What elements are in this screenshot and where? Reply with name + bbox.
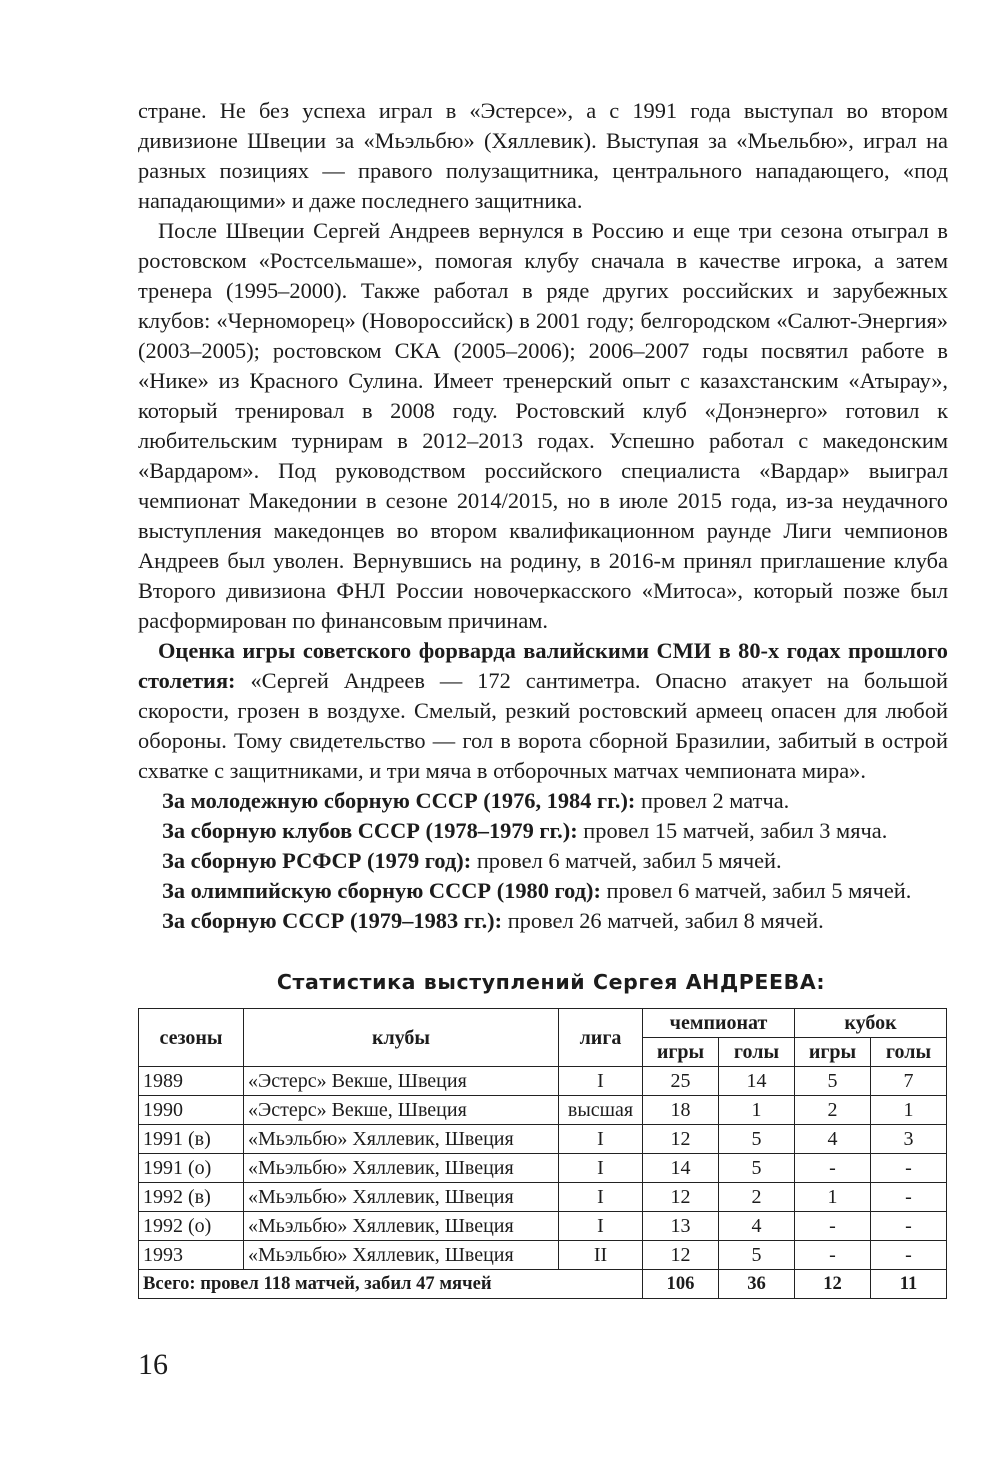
header-championship: чемпионат	[643, 1009, 795, 1038]
cell-ch-goals: 4	[719, 1212, 795, 1241]
cell-ch-games: 12	[643, 1183, 719, 1212]
paragraph-2: После Швеции Сергей Андреев вернулся в Россию и еще три сезона отыграл в ростовском «Ростсельмаше», помогая клубу сначала в качестве игрока, а затем тренера (1995–2000). Также работал в ряде других российских и зарубежных клубов: «Черноморец» (Новороссийск) в 2001 году; белгородском «Салют-Энергия» (2003–2005); ростовском СКА (2005–2006); 2006–2007 годы посвятил работе в «Нике» из Красного Сулина. Имеет тренерский опыт с казахстанским «Атырау», который тренировал в 2008 году. Ростовский клуб «Донэнерго» готовил к любительским турнирам в 2012–2013 годах. Успешно работал с македонским «Вардаром». Под руководством российского специалиста «Вардар» выиграл чемпионат Македонии в сезоне 2014/2015, но в июле 2015 года, из-за неудачного выступления македонцев во втором квалификационном раунде Лиги чемпионов Андреев был уволен. Вернувшись на родину, в 2016-м принял приглашение клуба Второго дивизиона ФНЛ России новочеркасского «Митоса», который позже был расформирован по финансовым причинам.	[138, 218, 948, 633]
table-row	[139, 1212, 947, 1241]
cell-total-label: Всего: провел 118 матчей, забил 47 мячей	[139, 1270, 643, 1299]
stat-line-olympic	[138, 876, 948, 906]
cell-club: «Мьэльбю» Хяллевик, Швеция	[244, 1183, 559, 1212]
cell-ch-games: 14	[643, 1154, 719, 1183]
cell-ch-goals: 5	[719, 1154, 795, 1183]
table-title: Статистика выступлений Сергея АНДРЕЕВА:	[276, 970, 826, 994]
table-row	[139, 1241, 947, 1270]
cell-season: 1990	[139, 1096, 244, 1125]
cell-club: «Мьэльбю» Хяллевик, Швеция	[244, 1125, 559, 1154]
stat-line-youth	[138, 786, 948, 816]
stat-line-rsfsr	[138, 846, 948, 876]
cell-cup-games: 1	[795, 1183, 871, 1212]
cell-ch-games: 13	[643, 1212, 719, 1241]
cell-club: «Мьэльбю» Хяллевик, Швеция	[244, 1241, 559, 1270]
header-league: лига	[559, 1009, 643, 1067]
cell-season: 1989	[139, 1067, 244, 1096]
cell-cup-goals: 7	[871, 1067, 947, 1096]
cell-ch-goals: 1	[719, 1096, 795, 1125]
cell-league: I	[559, 1183, 643, 1212]
cell-season: 1991 (о)	[139, 1154, 244, 1183]
cell-season: 1992 (в)	[139, 1183, 244, 1212]
cell-league: высшая	[559, 1096, 643, 1125]
table-row	[139, 1154, 947, 1183]
table-row	[139, 1096, 947, 1125]
cell-league: I	[559, 1154, 643, 1183]
cell-league: II	[559, 1241, 643, 1270]
cell-cup-games: 5	[795, 1067, 871, 1096]
cell-cup-games: 2	[795, 1096, 871, 1125]
cell-ch-games: 12	[643, 1241, 719, 1270]
stat-text: провел 26 матчей, забил 8 мячей.	[502, 908, 824, 933]
cell-league: I	[559, 1212, 643, 1241]
page-body	[138, 96, 948, 1299]
cell-club: «Мьэльбю» Хяллевик, Швеция	[244, 1154, 559, 1183]
cell-club: «Мьэльбю» Хяллевик, Швеция	[244, 1212, 559, 1241]
cell-season: 1992 (о)	[139, 1212, 244, 1241]
cell-ch-games: 18	[643, 1096, 719, 1125]
header-cup-games: игры	[795, 1038, 871, 1067]
cell-cup-goals: 3	[871, 1125, 947, 1154]
cell-ch-goals: 5	[719, 1241, 795, 1270]
header-ch-goals: голы	[719, 1038, 795, 1067]
table-row	[139, 1125, 947, 1154]
stat-text: провел 2 матча.	[635, 788, 790, 813]
header-cup: кубок	[795, 1009, 947, 1038]
table-row	[139, 1067, 947, 1096]
cell-league: I	[559, 1125, 643, 1154]
cell-cup-goals: -	[871, 1183, 947, 1212]
national-team-stats	[138, 786, 948, 936]
cell-ch-goals: 14	[719, 1067, 795, 1096]
paragraph-3	[138, 636, 948, 786]
table-header-row	[139, 1009, 947, 1038]
cell-cup-games: -	[795, 1212, 871, 1241]
cell-cup-goals: -	[871, 1241, 947, 1270]
paragraph-3-lead: Оценка игры советского форварда валийскими СМИ в 80-х годах прошлого столетия:	[138, 638, 948, 693]
stat-line-ussr	[138, 906, 948, 936]
paragraph-3-body: «Сергей Андреев — 172 сантиметра. Опасно атакует на большой скорости, грозен в воздухе. Смелый, резкий ростовский армеец опасен для любой обороны. Тому свидетельство — гол в ворота сборной Бразилии, забитый в острой схватке с защитниками, и три мяча в отборочных матчах чемпионата мира».	[138, 668, 948, 783]
header-clubs: клубы	[244, 1009, 559, 1067]
cell-club: «Эстерс» Векше, Швеция	[244, 1096, 559, 1125]
stat-text: провел 6 матчей, забил 5 мячей.	[600, 878, 912, 903]
table-row	[139, 1183, 947, 1212]
stat-label: За молодежную сборную СССР (1976, 1984 гг.):	[162, 788, 636, 813]
stats-table	[138, 1008, 947, 1299]
cell-total-ch-games: 106	[643, 1270, 719, 1299]
header-seasons: сезоны	[139, 1009, 244, 1067]
cell-ch-goals: 2	[719, 1183, 795, 1212]
stat-label: За сборную клубов СССР (1978–1979 гг.):	[162, 818, 578, 843]
cell-cup-games: -	[795, 1154, 871, 1183]
cell-cup-goals: -	[871, 1154, 947, 1183]
page-number: 16	[138, 1348, 168, 1381]
cell-cup-games: -	[795, 1241, 871, 1270]
header-ch-games: игры	[643, 1038, 719, 1067]
cell-total-cup-goals: 11	[871, 1270, 947, 1299]
cell-league: I	[559, 1067, 643, 1096]
cell-ch-goals: 5	[719, 1125, 795, 1154]
cell-season: 1993	[139, 1241, 244, 1270]
stat-label: За олимпийскую сборную СССР (1980 год):	[162, 878, 601, 903]
cell-ch-games: 25	[643, 1067, 719, 1096]
header-cup-goals: голы	[871, 1038, 947, 1067]
stat-label: За сборную СССР (1979–1983 гг.):	[162, 908, 503, 933]
cell-ch-games: 12	[643, 1125, 719, 1154]
stat-text: провел 15 матчей, забил 3 мяча.	[577, 818, 888, 843]
cell-cup-games: 4	[795, 1125, 871, 1154]
table-total-row	[139, 1270, 947, 1299]
paragraph-1: стране. Не без успеха играл в «Эстерсе», а с 1991 года выступал во втором дивизионе Швеции за «Мьэльбю» (Хяллевик). Выступая за «Мьельбю», играл на разных позициях — правого полузащитника, центрального нападающего, «под нападающими» и даже последнего защитника.	[138, 98, 948, 213]
cell-season: 1991 (в)	[139, 1125, 244, 1154]
cell-club: «Эстерс» Векше, Швеция	[244, 1067, 559, 1096]
cell-cup-goals: 1	[871, 1096, 947, 1125]
stat-label: За сборную РСФСР (1979 год):	[162, 848, 472, 873]
stat-line-clubs	[138, 816, 948, 846]
cell-total-ch-goals: 36	[719, 1270, 795, 1299]
cell-cup-goals: -	[871, 1212, 947, 1241]
stat-text: провел 6 матчей, забил 5 мячей.	[471, 848, 782, 873]
cell-total-cup-games: 12	[795, 1270, 871, 1299]
